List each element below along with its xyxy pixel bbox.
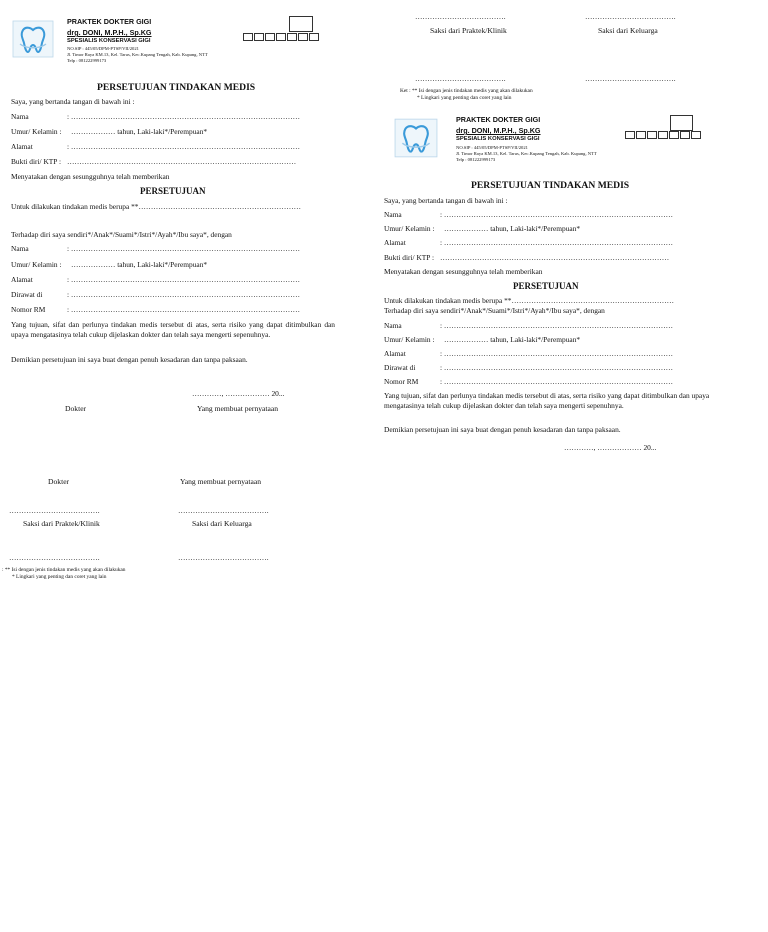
r-date-line: …………, ……………… 20... bbox=[564, 443, 657, 452]
sig-doctor-label-2: Dokter bbox=[48, 477, 70, 486]
form-intro: Saya, yang bertanda tangan di bawah ini : bbox=[11, 97, 135, 106]
clinic-logo bbox=[12, 20, 54, 58]
sig-doctor-label: Dokter bbox=[65, 404, 87, 413]
clinic-name: PRAKTEK DOKTER GIGI bbox=[67, 17, 152, 26]
r-clinic-specialty: SPESIALIS KONSERVASI GIGI bbox=[456, 136, 540, 142]
r-clinic-name: PRAKTEK DOKTER GIGI bbox=[456, 115, 541, 124]
clinic-sip: NO.SIP : 445/05/DPM-PTSP/VII/2021 bbox=[67, 46, 139, 51]
form-title: PERSETUJUAN TINDAKAN MEDIS bbox=[97, 82, 256, 93]
clinic-address: Jl. Timor Raya KM.13, Kel. Tarus, Kec.Kupang Tengah, Kab. Kupang, NTT bbox=[67, 52, 208, 57]
r-subject-text: Terhadap diri saya sendiri*/Anak*/Suami*/Istri*/Ayah*/Ibu saya*, dengan bbox=[384, 306, 605, 315]
r-clinic-address: Jl. Timor Raya KM.13, Kel. Tarus, Kec.Kupang Tengah, Kab. Kupang, NTT bbox=[456, 151, 597, 156]
r-top-line-3: ………………………………. bbox=[415, 74, 506, 83]
procedure-text: Untuk dilakukan tindakan medis berupa **………………………………………………………… bbox=[11, 202, 302, 211]
record-box bbox=[289, 16, 313, 32]
r-explanation-text: Yang tujuan, sifat dan perlunya tindakan medis tersebut di atas, serta risiko yang dapat ditimbulkan dan upaya mengatasinya telah cukup dijelaskan dokter dan telah saya mengerti sepenuhnya. bbox=[384, 391, 710, 410]
sig-maker-label-2: Yang membuat pernyataan bbox=[180, 477, 262, 486]
r-voluntary-text: Demikian persetujuan ini saya buat dengan penuh kesadaran dan tanpa paksaan. bbox=[384, 425, 621, 434]
tooth-icon bbox=[394, 118, 438, 158]
r-clinic-phone: Telp : 081222999173 bbox=[456, 157, 496, 162]
witness-family-label: Saksi dari Keluarga bbox=[192, 519, 252, 528]
r-declare-text: Menyatakan dengan sesungguhnya telah memberikan bbox=[384, 267, 543, 276]
note-procedure: : ** Isi dengan jenis tindakan medis yang akan dilakukan bbox=[2, 567, 126, 573]
r-top-line-2: ………………………………. bbox=[585, 12, 676, 21]
sig-line-4: ………………………………. bbox=[178, 553, 269, 562]
witness-clinic-label: Saksi dari Praktek/Klinik bbox=[23, 519, 100, 528]
clinic-specialty: SPESIALIS KONSERVASI GIGI bbox=[67, 38, 151, 44]
date-line: …………, ……………… 20... bbox=[192, 389, 285, 398]
r-note-circle: * Lingkari yang penting dan coret yang lain bbox=[417, 95, 512, 101]
r-witness-family-label: Saksi dari Keluarga bbox=[598, 26, 658, 35]
r-procedure-text: Untuk dilakukan tindakan medis berupa **………………………………………………………… bbox=[384, 296, 675, 305]
sig-line-1: ………………………………. bbox=[9, 506, 100, 515]
subject-text: Terhadap diri saya sendiri*/Anak*/Suami*/Istri*/Ayah*/Ibu saya*, dengan bbox=[11, 230, 232, 239]
voluntary-text: Demikian persetujuan ini saya buat dengan penuh kesadaran dan tanpa paksaan. bbox=[11, 355, 248, 364]
note-circle: * Lingkari yang penting dan coret yang lain bbox=[12, 574, 107, 580]
r-clinic-logo bbox=[394, 118, 438, 158]
tooth-icon bbox=[12, 20, 54, 58]
r-record-box bbox=[670, 115, 693, 131]
explanation-text: Yang tujuan, sifat dan perlunya tindakan medis tersebut di atas, serta risiko yang dapat ditimbulkan dan upaya mengatasinya telah cukup dijelaskan dokter dan telah saya mengerti sepenuhnya. bbox=[11, 320, 335, 339]
r-form-title: PERSETUJUAN TINDAKAN MEDIS bbox=[471, 180, 630, 191]
r-form-intro: Saya, yang bertanda tangan di bawah ini : bbox=[384, 196, 508, 205]
r-record-number-boxes bbox=[625, 131, 702, 139]
sig-line-3: ………………………………. bbox=[9, 553, 100, 562]
r-top-line-4: ………………………………. bbox=[585, 74, 676, 83]
sig-line-2: ………………………………. bbox=[178, 506, 269, 515]
record-number-boxes bbox=[243, 33, 320, 41]
clinic-phone: Telp : 081222999173 bbox=[67, 58, 107, 63]
doctor-name: drg. DONI, M.P.H., Sp.KG bbox=[67, 28, 152, 37]
r-witness-clinic-label: Saksi dari Praktek/Klinik bbox=[430, 26, 507, 35]
declare-text: Menyatakan dengan sesungguhnya telah memberikan bbox=[11, 172, 170, 181]
consent-subtitle: PERSETUJUAN bbox=[140, 186, 206, 196]
r-top-line-1: ………………………………. bbox=[415, 12, 506, 21]
r-consent-subtitle: PERSETUJUAN bbox=[513, 281, 579, 291]
r-note-procedure: Ket : ** Isi dengan jenis tindakan medis yang akan dilakukan bbox=[400, 88, 533, 94]
sig-maker-label: Yang membuat pernyataan bbox=[197, 404, 279, 413]
r-clinic-sip: NO.SIP : 445/05/DPM-PTSP/VII/2021 bbox=[456, 145, 528, 150]
r-doctor-name: drg. DONI, M.P.H., Sp.KG bbox=[456, 126, 541, 135]
